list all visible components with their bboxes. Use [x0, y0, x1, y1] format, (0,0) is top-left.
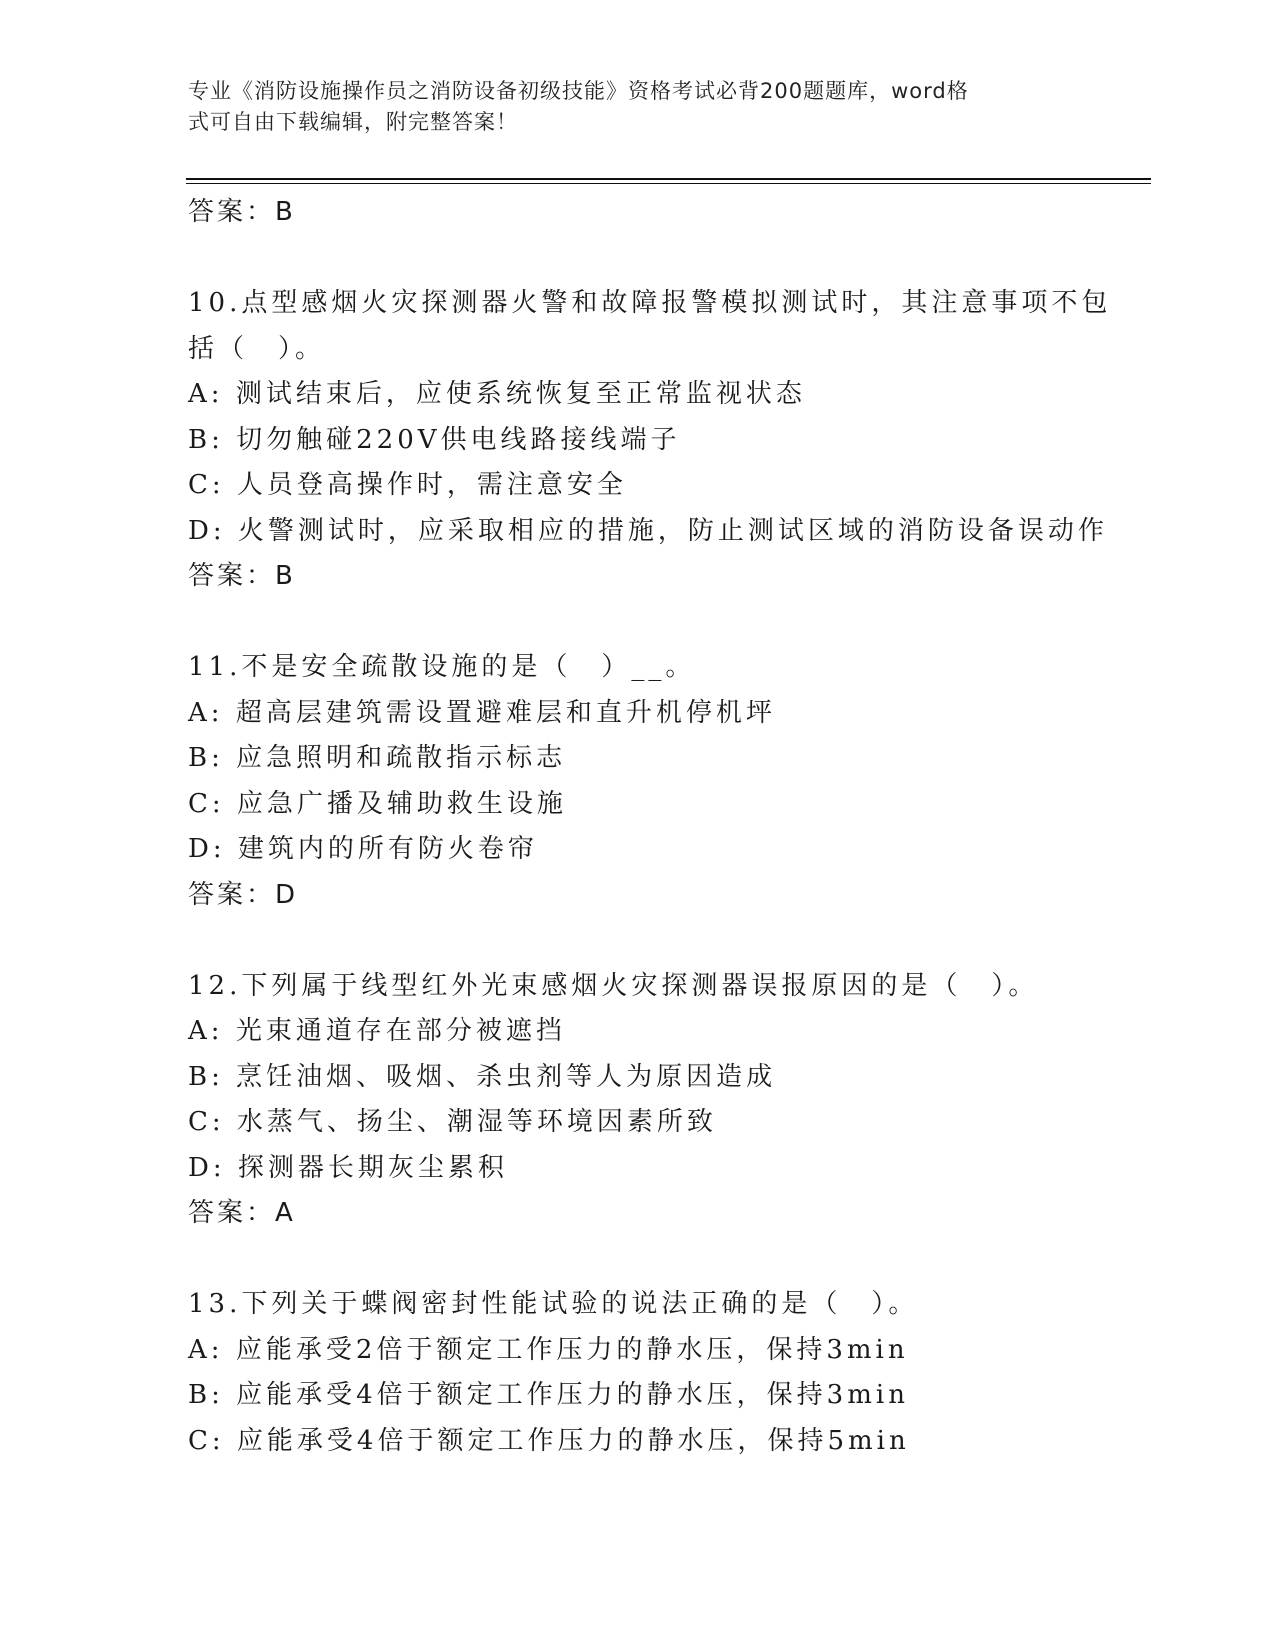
question-list	[188, 190, 1112, 1464]
option-key: C:	[188, 788, 225, 819]
spacer	[188, 1237, 1088, 1283]
option-key: A:	[188, 1334, 224, 1365]
previous-answer: 答案：B	[188, 197, 296, 227]
option-text: 火警测试时，应采取相应的措施，防止测试区域的消防设备误动作	[237, 515, 1108, 546]
option-key: A:	[188, 379, 224, 409]
option-c	[188, 1100, 1088, 1146]
question-stem: 13.下列关于蝶阀密封性能试验的说法正确的是（ ）。	[188, 1289, 919, 1319]
option-text: 光束通道存在部分被遮挡	[235, 1016, 566, 1046]
option-text: 测试结束后，应使系统恢复至正常监视状态	[235, 379, 806, 409]
option-b	[188, 1055, 1088, 1101]
answer-line: 答案：B	[188, 561, 296, 591]
document-header	[188, 76, 1068, 138]
question-stem: 12.下列属于线型红外光束感烟火灾探测器误报原因的是（ ）。	[188, 970, 1039, 1001]
question-stem-continued: 括（ ）。	[188, 333, 326, 364]
option-b	[188, 1373, 1088, 1419]
option-key: B:	[188, 424, 224, 455]
question-13	[188, 1282, 1088, 1464]
option-key: C:	[188, 1107, 225, 1137]
option-a	[188, 372, 1088, 418]
option-text: 人员登高操作时，需注意安全	[236, 470, 627, 500]
option-d	[188, 509, 1108, 555]
option-d	[188, 827, 1088, 873]
answer-line: 答案：A	[188, 1198, 296, 1228]
option-a	[188, 691, 1088, 737]
question-11	[188, 645, 1088, 918]
option-key: C:	[188, 470, 225, 500]
option-text: 探测器长期灰尘累积	[237, 1152, 508, 1183]
question-stem: 11.不是安全疏散设施的是（ ）__。	[188, 652, 696, 682]
option-d	[188, 1146, 1088, 1192]
question-12	[188, 964, 1088, 1237]
option-key: D:	[188, 834, 226, 864]
spacer	[188, 918, 1088, 964]
option-c	[188, 1419, 1088, 1465]
option-key: B:	[188, 1061, 224, 1092]
question-stem: 10.点型感烟火灾探测器火警和故障报警模拟测试时，其注意事项不包	[188, 288, 1112, 318]
option-key: B:	[188, 1380, 224, 1410]
option-text: 切勿触碰220V供电线路接线端子	[236, 424, 681, 455]
option-text: 应能承受4倍于额定工作压力的静水压，保持5min	[236, 1425, 910, 1456]
header-divider-thin	[186, 183, 1151, 184]
option-c	[188, 782, 1088, 828]
spacer	[188, 600, 1088, 646]
spacer	[188, 236, 1088, 282]
option-key: D:	[188, 1152, 226, 1183]
option-key: B:	[188, 743, 224, 773]
option-text: 超高层建筑需设置避难层和直升机停机坪	[235, 697, 776, 728]
option-text: 建筑内的所有防火卷帘	[237, 834, 538, 864]
header-line-2: 式可自由下载编辑，附完整答案！	[188, 110, 518, 134]
option-a	[188, 1009, 1088, 1055]
option-c	[188, 463, 1088, 509]
option-text: 水蒸气、扬尘、潮湿等环境因素所致	[236, 1107, 717, 1137]
option-b	[188, 736, 1088, 782]
option-key: C:	[188, 1425, 225, 1456]
option-key: A:	[188, 1016, 224, 1046]
option-text: 烹饪油烟、吸烟、杀虫剂等人为原因造成	[236, 1061, 777, 1092]
option-key: A:	[188, 697, 224, 728]
option-text: 应能承受4倍于额定工作压力的静水压，保持3min	[236, 1380, 909, 1410]
option-a	[188, 1328, 1088, 1374]
option-b	[188, 418, 1088, 464]
option-text: 应急照明和疏散指示标志	[236, 743, 567, 773]
answer-line: 答案：D	[188, 879, 299, 910]
header-line-1: 专业《消防设施操作员之消防设备初级技能》资格考试必背200题题库，word格	[188, 79, 969, 103]
option-text: 应能承受2倍于额定工作压力的静水压，保持3min	[235, 1334, 909, 1365]
option-key: D:	[188, 515, 226, 546]
header-divider-thick	[186, 178, 1151, 180]
question-10	[188, 281, 1112, 600]
option-text: 应急广播及辅助救生设施	[236, 788, 567, 819]
